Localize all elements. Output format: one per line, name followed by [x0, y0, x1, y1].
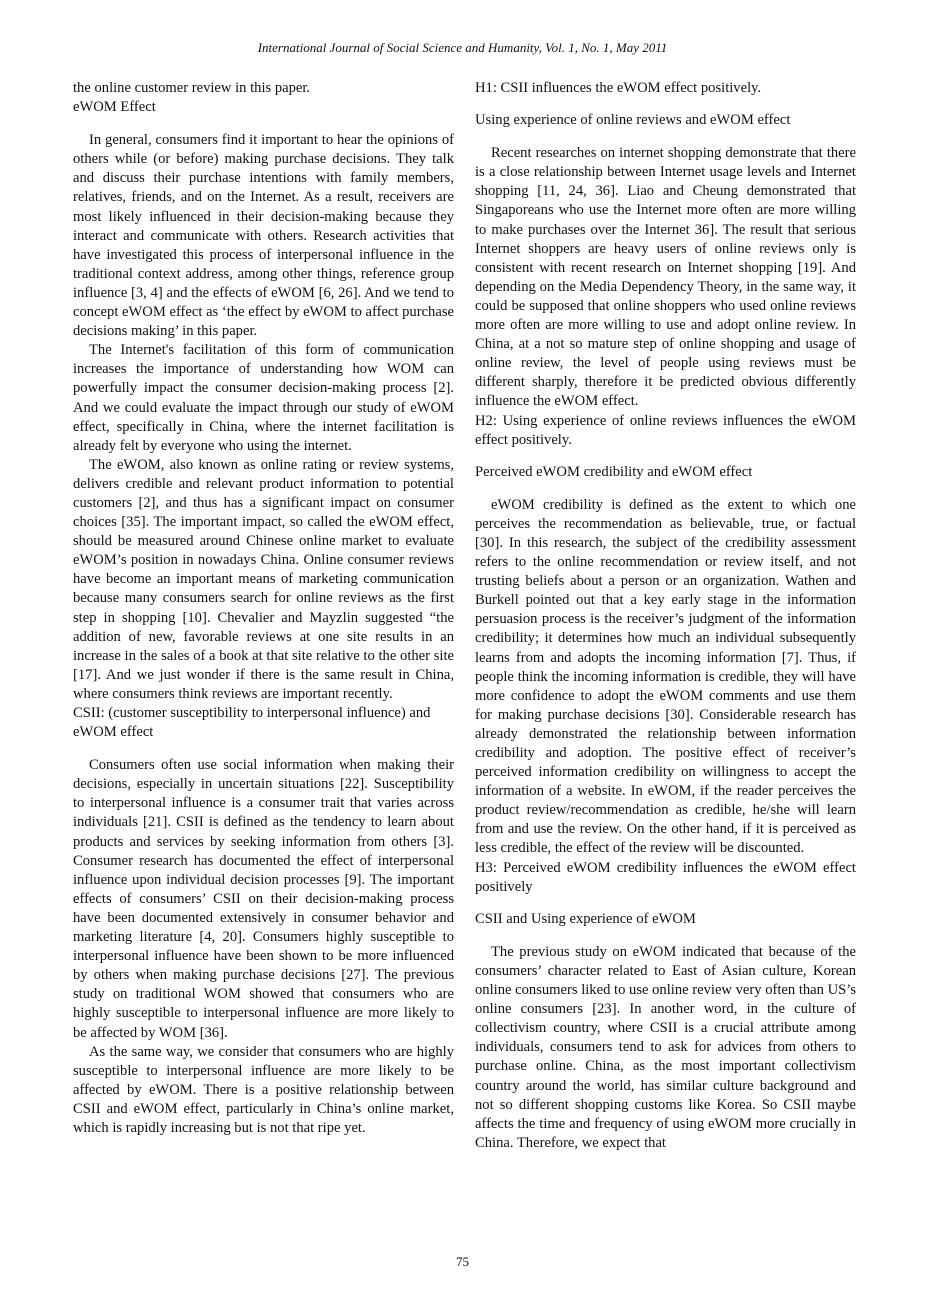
- hypothesis: H1: CSII influences the eWOM effect positively.: [475, 80, 762, 96]
- section-heading: CSII: (customer susceptibility to interpersonal influence) and eWOM effect: [73, 705, 431, 741]
- hypothesis: H3: Perceived eWOM credibility influences the eWOM effect positively: [475, 859, 856, 895]
- section-heading: Using experience of online reviews and eWOM effect: [475, 112, 791, 129]
- right-column: [475, 79, 856, 1153]
- paragraph: eWOM credibility is defined as the extent to which one perceives the recommendation as believable, true, or factual [30]. In this research, the subject of the credibility assessment refers to the online recommendation or review itself, and not trusting beliefs about a person or an organization. Wathen and Burkell pointed out that a key early stage in the information persuasion process is the receiver’s judgment of the information credibility; it determines how much an individual subsequently learns from and adopts the incoming information [7]. Thus, if people think the incoming information is credible, they will have more confidence to adopt the eWOM comments and use them for making purchase decisions [30]. Considerable research has already demonstrated the relationship between information credibility and adoption. The positive effect of receiver’s perceived information credibility on willingness to accept the information of a website. In eWOM, if the reader perceives the product review/recommendation as credible, he/she will learn from and use the review. On the other hand, if it is perceived as less credible, the effect of the review will be discounted.: [475, 496, 856, 857]
- paragraph: Recent researches on internet shopping demonstrate that there is a close relationship between Internet usage levels and Internet shopping [11, 24, 36]. Liao and Cheung demonstrated that Singaporeans who use the Internet more often are more willing to make purchases over the Internet 36]. The result that serious Internet shoppers are heavy users of online reviews only is consistent with recent research on Internet shopping [19]. And depending on the Media Dependency Theory, in the same way, it could be supposed that online shoppers who used online reviews more often are more willing to use and adopt online review. In China, at a not so mature step of online shopping and usage of online review, the level of people using reviews must be different sharply, therefore it be predicted obvious differently influence the eWOM effect.: [475, 145, 856, 410]
- paragraph: Consumers often use social information when making their decisions, especially in uncertain situations [22]. Susceptibility to interpersonal influence is a consumer trait that varies across individuals [21]. CSII is defined as the tendency to learn about products and services by seeking information from others [3]. Consumer research has documented the effect of interpersonal influence upon individual decision processes [9]. The important effects of consumers’ CSII on their decision-making process have been documented extensively in consumer behavior and marketing literature [4, 20]. Consumers highly susceptible to interpersonal influence have been shown to be more influenced by others when making purchase decisions [27]. The previous study on traditional WOM showed that consumers who are highly susceptible to interpersonal influence are more likely to be affected by WOM [36].: [73, 757, 454, 1041]
- paragraph: In general, consumers find it important to hear the opinions of others while (or before) making purchase decisions. They talk and discuss their purchase intentions with family members, relatives, friends, and on the Internet. As a result, receivers are most likely influenced in their decision-making because they interact and communicate with others. Research activities that have investigated this process of interpersonal influence in the traditional context address, among other things, reference group influence [3, 4] and the effects of eWOM [6, 26]. And we tend to concept eWOM effect as ‘the effect by eWOM to affect purchase decisions making’ in this paper.: [73, 132, 454, 340]
- page-number: 75: [456, 1254, 469, 1269]
- section-heading: CSII and Using experience of eWOM: [475, 910, 696, 927]
- left-column: [73, 79, 454, 1138]
- paragraph: As the same way, we consider that consumers who are highly susceptible to interpersonal influence are more likely to be affected by eWOM. There is a positive relationship between CSII and eWOM effect, particularly in China’s online market, which is rapidly increasing but is not that ripe yet.: [73, 1043, 454, 1136]
- paragraph: The Internet's facilitation of this form of communication increases the importance of understanding how WOM can powerfully impact the consumer decision-making process [2]. And we could evaluate the impact through our study of eWOM effect, specifically in China, where the internet facilitation is already felt by everyone who using the internet.: [73, 342, 454, 454]
- hypothesis: H2: Using experience of online reviews influences the eWOM effect positively.: [475, 412, 856, 448]
- section-heading: eWOM Effect: [73, 99, 156, 116]
- paragraph: The eWOM, also known as online rating or review systems, delivers credible and relevant product information to potential customers [2], and thus has a significant impact on consumer choices [35]. The important impact, so called the eWOM effect, should be measured around Chinese online market to evaluate eWOM’s position in nowadays China. Online consumer reviews have become an important means of marketing communication because many consumers search for online reviews as the first step in shopping [10]. Chevalier and Mayzlin suggested “the addition of new, favorable reviews at one site results in an increase in the sales of a book at that site relative to the other site [17]. And we just wonder if there is the same result in China, where consumers think reviews are important recently.: [73, 456, 454, 702]
- paragraph: The previous study on eWOM indicated that because of the consumers’ character related to East of Asian culture, Korean online consumers liked to use online review very often than US’s online consumers [23]. In another word, in the culture of collectivism country, where CSII is a crucial attribute among individuals, consumers tend to ask for advices from others to purchase online. China, as the most important collectivism country around the world, has similar culture background and not so different shopping customs like Korea. So CSII maybe affects the time and frequency of using eWOM more crucially in China. Therefore, we expect that: [475, 943, 856, 1151]
- section-heading: Perceived eWOM credibility and eWOM effect: [475, 463, 753, 480]
- running-header: International Journal of Social Science and Humanity, Vol. 1, No. 1, May 2011: [257, 40, 668, 55]
- paragraph-continuation: the online customer review in this paper.: [73, 80, 311, 96]
